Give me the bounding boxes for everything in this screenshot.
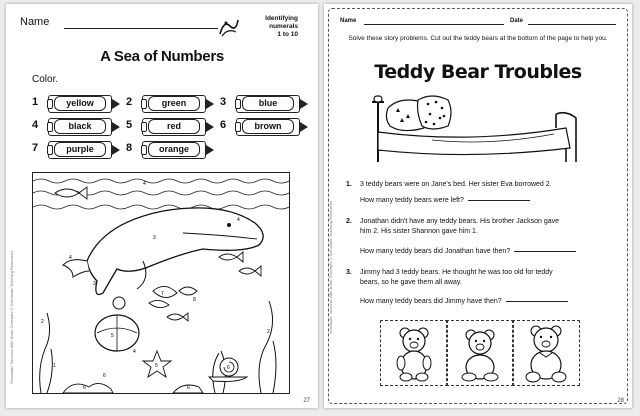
cutout-teddy-bear-3[interactable] — [512, 320, 580, 386]
instruction-label: Color. — [32, 74, 59, 85]
region-number: 6 — [103, 373, 106, 379]
teddy-bear-icon — [447, 321, 513, 385]
region-number: 8 — [193, 297, 196, 303]
problem-question — [360, 297, 622, 307]
problem-number: 1. — [346, 181, 352, 188]
crayon-key-1 — [32, 95, 124, 113]
identifier-line-2: 1 to 10 — [277, 31, 298, 38]
right-worksheet-page — [324, 4, 632, 408]
problem-question — [360, 247, 622, 257]
story-problem-2 — [346, 217, 622, 255]
name-line — [364, 24, 504, 25]
region-number: 4 — [237, 217, 240, 223]
crayon-number: 8 — [126, 142, 133, 154]
name-label: Name — [340, 18, 357, 24]
copyright-credit: Scholastic Success With Basic Concepts © Scholastic Teaching Resources — [9, 250, 14, 384]
story-problem-1 — [346, 180, 622, 204]
region-number: 2 — [267, 329, 270, 335]
crayon-key-5 — [126, 118, 218, 136]
problem-text-line-1: Jonathan didn't have any teddy bears. His brother Jackson gave — [360, 218, 560, 225]
crayon-color: brown — [242, 119, 294, 134]
crayon-color: purple — [54, 142, 106, 157]
problem-text-line-2: him 2. His sister Shannon gave him 1. — [360, 228, 478, 235]
page-title: A Sea of Numbers — [100, 48, 224, 65]
question-text: How many teddy bears were left? — [360, 197, 464, 204]
crayon-key-3 — [220, 95, 312, 113]
copyright-credit: Scholastic Success With Basic Concepts © Scholastic Teaching Resources — [328, 200, 333, 334]
crayon-color: orange — [148, 142, 200, 157]
answer-line — [514, 251, 576, 252]
crayon-key-7 — [32, 141, 124, 159]
crayon-color: black — [54, 119, 106, 134]
region-number: 5 — [111, 333, 114, 339]
instructions-text: Solve these story problems. Cut out the teddy bears at the bottom of the page to help you. — [348, 35, 608, 42]
problem-number: 3. — [346, 269, 352, 276]
crayon-color: green — [148, 96, 200, 111]
page-title: Teddy Bear Troubles — [374, 61, 582, 83]
problem-number: 2. — [346, 218, 352, 225]
region-number: 6 — [187, 385, 190, 391]
cutout-teddy-bear-2[interactable] — [446, 320, 514, 386]
date-line — [528, 24, 616, 25]
crayon-color: red — [148, 119, 200, 134]
region-number: 2 — [41, 319, 44, 325]
crayon-number: 5 — [126, 119, 133, 131]
left-worksheet-page — [6, 4, 318, 408]
region-number: 1 — [53, 363, 56, 369]
identifier-line-1: Identifying numerals — [265, 15, 298, 30]
problem-text-line-1: 3 teddy bears were on Jane's bed. Her sister Eva borrowed 2. — [360, 181, 552, 188]
page-number: 28 — [617, 398, 624, 404]
region-number: 4 — [69, 255, 72, 261]
question-text: How many teddy bears did Jimmy have then? — [360, 298, 502, 305]
crayon-key-4 — [32, 118, 124, 136]
region-number: 5 — [155, 363, 158, 369]
region-number: 3 — [153, 235, 156, 241]
skill-identifier — [238, 15, 298, 39]
crayon-number: 6 — [220, 119, 227, 131]
region-number: 4 — [133, 349, 136, 355]
region-number: 6 — [227, 365, 230, 371]
region-number: 6 — [83, 385, 86, 391]
page-number: 27 — [303, 398, 310, 404]
bed-illustration — [370, 88, 584, 168]
date-label: Date — [510, 18, 524, 24]
region-number: 7 — [161, 291, 164, 297]
crayon-key-8 — [126, 141, 218, 159]
story-problem-3 — [346, 268, 622, 305]
crayon-number: 7 — [32, 142, 39, 154]
cutout-teddy-bear-1[interactable] — [380, 320, 448, 386]
region-number: 3 — [93, 281, 96, 287]
answer-line — [506, 301, 568, 302]
name-label: Name — [20, 16, 50, 28]
region-number: 4 — [143, 181, 146, 187]
crayon-number: 4 — [32, 119, 39, 131]
crayon-number: 1 — [32, 96, 39, 108]
crayon-key-6 — [220, 118, 312, 136]
crayon-key-2 — [126, 95, 218, 113]
teddy-bear-icon — [513, 321, 579, 385]
crayon-number: 3 — [220, 96, 227, 108]
problem-text-line-1: Jimmy had 3 teddy bears. He thought he was too old for teddy — [360, 269, 553, 276]
name-line — [64, 28, 218, 29]
teddy-bear-icon — [381, 321, 447, 385]
sea-coloring-picture — [32, 172, 290, 394]
problem-text-line-2: bears, so he gave them all away. — [360, 279, 462, 286]
answer-line — [468, 200, 530, 201]
swirl-decoration-icon — [218, 16, 240, 38]
crayon-number: 2 — [126, 96, 133, 108]
question-text: How many teddy bears did Jonathan have then? — [360, 248, 511, 255]
problem-question — [360, 196, 622, 206]
crayon-color: blue — [242, 96, 294, 111]
crayon-color: yellow — [54, 96, 106, 111]
